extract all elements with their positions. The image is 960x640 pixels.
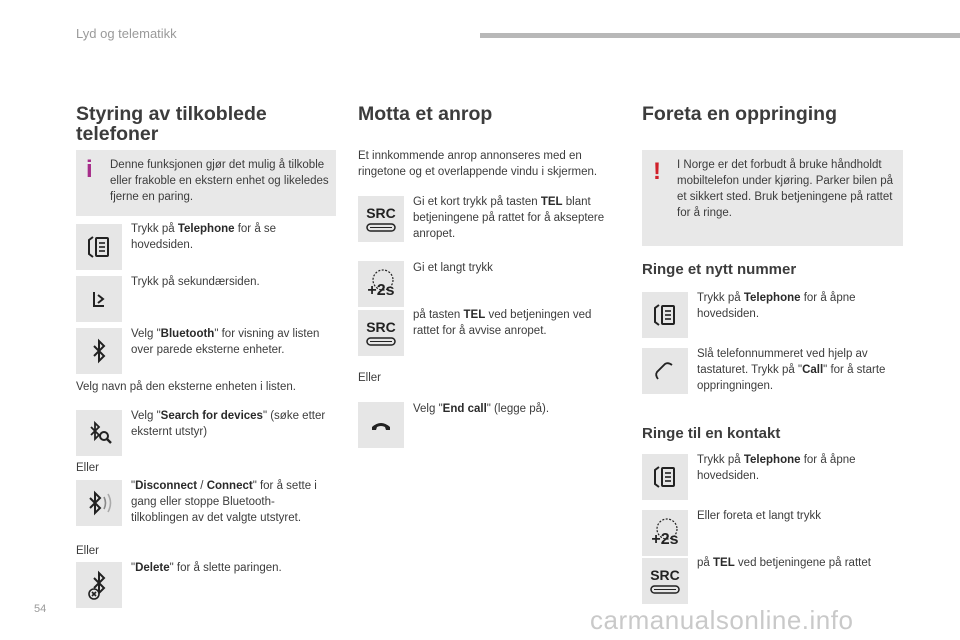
info-box [76,150,336,216]
step-delete: "Delete" for å slette paringen. [131,562,282,574]
col1-title: Styring av tilkoblede telefoner [76,103,267,145]
src-button-icon [358,196,404,242]
new-number-step1: Trykk på Telephone for å åpne hovedsiden. [697,292,856,320]
subtitle-new-number: Ringe et nytt nummer [642,261,797,278]
two-sec-icon-label: +2s [651,531,679,548]
phone-icon-2 [642,292,688,338]
step-secondary: Trykk på sekundærsiden. [131,276,260,288]
accept-call-text: Gi et kort trykk på tasten TEL blant betjeningene på rattet for å akseptere anropet. [413,196,605,240]
bluetooth-delete-icon [76,562,122,608]
src-icon-label: SRC [366,205,396,221]
step-bluetooth: Velg "Bluetooth" for visning av listen over parede eksterne enheter. [131,328,320,356]
section-header: Lyd og telematikk [76,26,177,41]
warning-text: I Norge er det forbudt å bruke håndholdt mobiltelefon under kjøring. Parker bilen på et sikkert sted. Bruk betjeningene på rattet for å ringe. [677,159,894,219]
warning-box [642,150,903,246]
search-devices-icon [76,410,122,456]
step-search-devices: Velg "Search for devices" (søke etter eksternt utstyr) [131,410,326,438]
info-icon: i [86,156,93,183]
two-sec-icon-label: +2s [367,282,395,299]
secondary-page-icon [76,276,122,322]
long-press-icon [358,261,404,307]
long-press-icon-2 [642,510,688,556]
select-device-text: Velg navn på den eksterne enheten i listen. [76,381,296,393]
src-icon-label: SRC [650,567,680,583]
contact-step1: Trykk på Telephone for å åpne hovedsiden. [697,454,856,482]
warning-icon: ! [653,158,661,185]
incoming-intro: Et innkommende anrop annonseres med en ringetone og et overlappende vindu i skjermen. [358,150,598,178]
src-button-icon-3 [642,558,688,604]
handset-icon [642,348,688,394]
phone-icon [76,224,122,270]
header-bar [480,33,960,38]
page-number: 54 [34,603,47,615]
bluetooth-connect-icon [76,480,122,526]
subtitle-contact: Ringe til en kontakt [642,425,781,442]
col2-title: Motta et anrop [358,103,493,125]
phone-icon-3 [642,454,688,500]
contact-step2: Eller foreta et langt trykk [697,510,821,522]
end-call-text: Velg "End call" (legge på). [413,403,550,415]
or-text-2: Eller [76,545,100,557]
col3-title: Foreta en oppringing [642,103,837,125]
info-text: Denne funksjonen gjør det mulig å tilkoble eller frakoble en ekstern enhet og likeledes fjerne en paring. [110,159,329,203]
src-button-icon-2 [358,310,404,356]
new-number-step2: Slå telefonnummeret ved hjelp av tastaturet. Trykk på "Call" for å starte oppringningen. [697,348,886,392]
or-text-3: Eller [358,372,382,384]
src-icon-label: SRC [366,319,396,335]
reject-call-text: på tasten TEL ved betjeningen ved rattet for å avvise anropet. [413,309,592,337]
step-disconnect-connect: "Disconnect / Connect" for å sette i gang eller stoppe Bluetooth-tilkoblingen av det valgte utstyret. [131,480,317,524]
long-press-text: Gi et langt trykk [413,262,493,274]
contact-step3: på TEL ved betjeningene på rattet [697,557,871,569]
step-telephone: Trykk på Telephone for å se hovedsiden. [131,223,277,251]
or-text-1: Eller [76,462,100,474]
watermark: carmanualsonline.info [590,605,854,635]
end-call-icon [358,402,404,448]
bluetooth-icon [76,328,122,374]
